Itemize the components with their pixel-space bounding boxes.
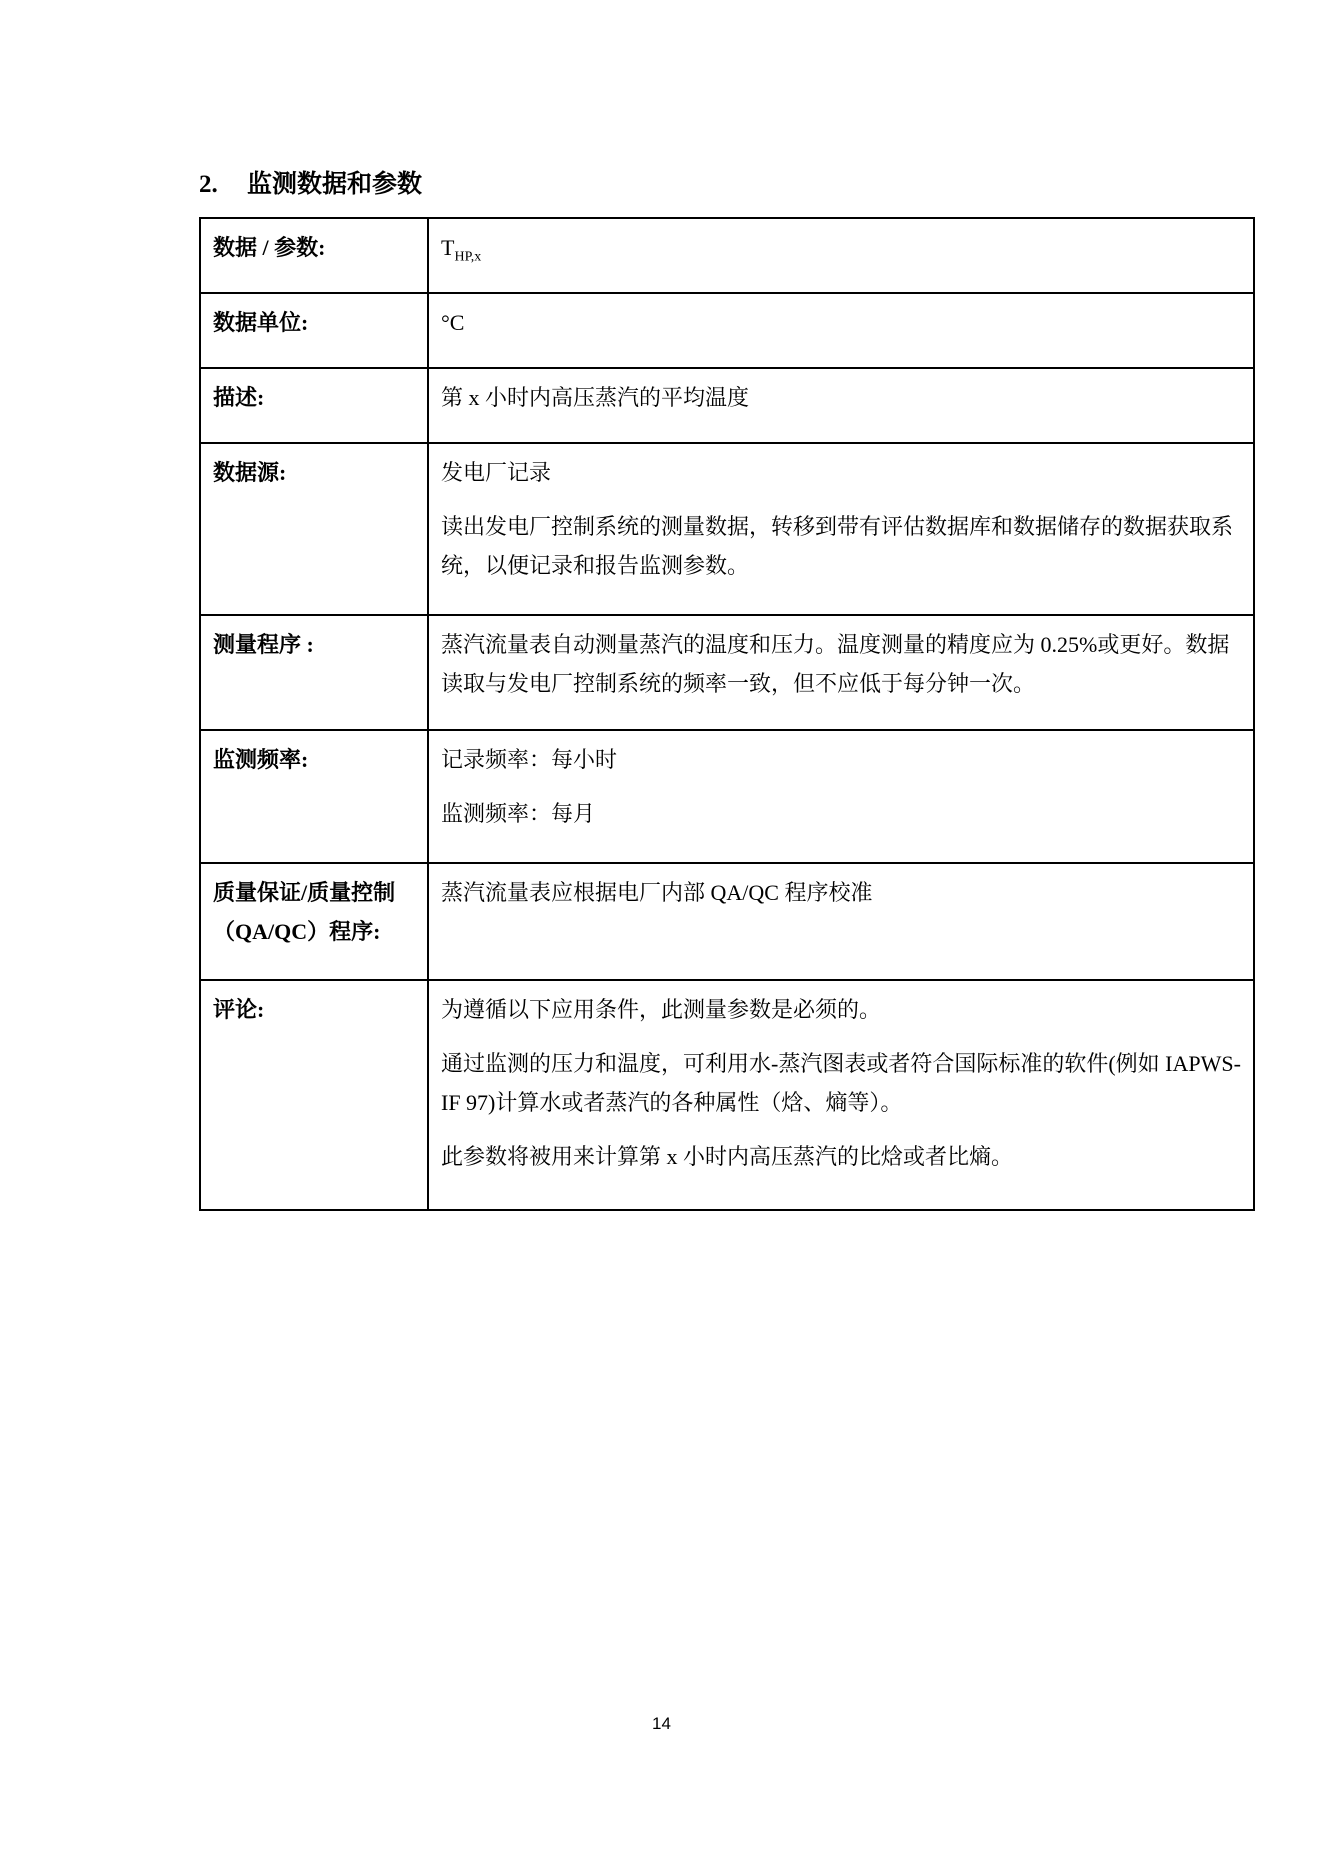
row-value: 第 x 小时内高压蒸汽的平均温度 [441, 385, 750, 410]
paragraph: 蒸汽流量表自动测量蒸汽的温度和压力。温度测量的精度应为 0.25%或更好。数据读取与发电厂控制系统的频率一致，但不应低于每分钟一次。 [441, 632, 1230, 696]
section-number: 2. [199, 171, 218, 198]
row-label: 监测频率: [213, 747, 309, 772]
row-label: 描述: [213, 385, 265, 410]
value-cell [428, 368, 1254, 443]
page-number: 14 [652, 1714, 671, 1733]
value-cell [428, 443, 1254, 615]
row-value: °C [441, 310, 465, 335]
label-cell [200, 218, 428, 293]
table-row-data-unit [200, 293, 1254, 368]
label-cell [200, 980, 428, 1210]
paragraph: 此参数将被用来计算第 x 小时内高压蒸汽的比焓或者比熵。 [441, 1144, 1014, 1169]
paragraph: 监测频率：每月 [441, 801, 596, 826]
paragraph: 发电厂记录 [441, 460, 552, 485]
label-cell [200, 615, 428, 730]
parameter-symbol [429, 219, 1253, 279]
row-label: 评论: [213, 997, 265, 1022]
value-cell [428, 730, 1254, 863]
table-row-monitoring-frequency [200, 730, 1254, 863]
value-cell [428, 980, 1254, 1210]
symbol-subscript: HP,x [454, 249, 482, 265]
row-label: 数据 / 参数: [213, 235, 326, 260]
row-label: 测量程序 : [213, 632, 314, 657]
value-cell [428, 863, 1254, 980]
value-cell [428, 615, 1254, 730]
table-row-data-source [200, 443, 1254, 615]
row-label: 数据源: [213, 460, 287, 485]
label-cell [200, 730, 428, 863]
symbol-base: T [441, 235, 455, 260]
paragraph: 为遵循以下应用条件，此测量参数是必须的。 [441, 997, 882, 1022]
table-row-measurement-procedure [200, 615, 1254, 730]
row-label: 数据单位: [213, 310, 309, 335]
paragraph: 读出发电厂控制系统的测量数据，转移到带有评估数据库和数据储存的数据获取系统，以便记录和报告监测参数。 [441, 514, 1234, 578]
table-row-comments [200, 980, 1254, 1210]
table-row-data-parameter [200, 218, 1254, 293]
label-cell [200, 293, 428, 368]
parameter-table [199, 217, 1255, 1211]
table-row-qa-qc [200, 863, 1254, 980]
label-cell [200, 863, 428, 980]
value-cell [428, 293, 1254, 368]
label-cell [200, 443, 428, 615]
section-heading [199, 164, 422, 200]
row-label: 质量保证/质量控制（QA/QC）程序: [213, 880, 396, 944]
table-row-description [200, 368, 1254, 443]
value-cell [428, 218, 1254, 293]
label-cell [200, 368, 428, 443]
paragraph: 记录频率：每小时 [441, 747, 618, 772]
paragraph: 通过监测的压力和温度，可利用水-蒸汽图表或者符合国际标准的软件(例如 IAPWS-IF 97)计算水或者蒸汽的各种属性（焓、熵等）。 [441, 1051, 1241, 1115]
section-title: 监测数据和参数 [247, 171, 423, 198]
paragraph: 蒸汽流量表应根据电厂内部 QA/QC 程序校准 [441, 880, 873, 905]
